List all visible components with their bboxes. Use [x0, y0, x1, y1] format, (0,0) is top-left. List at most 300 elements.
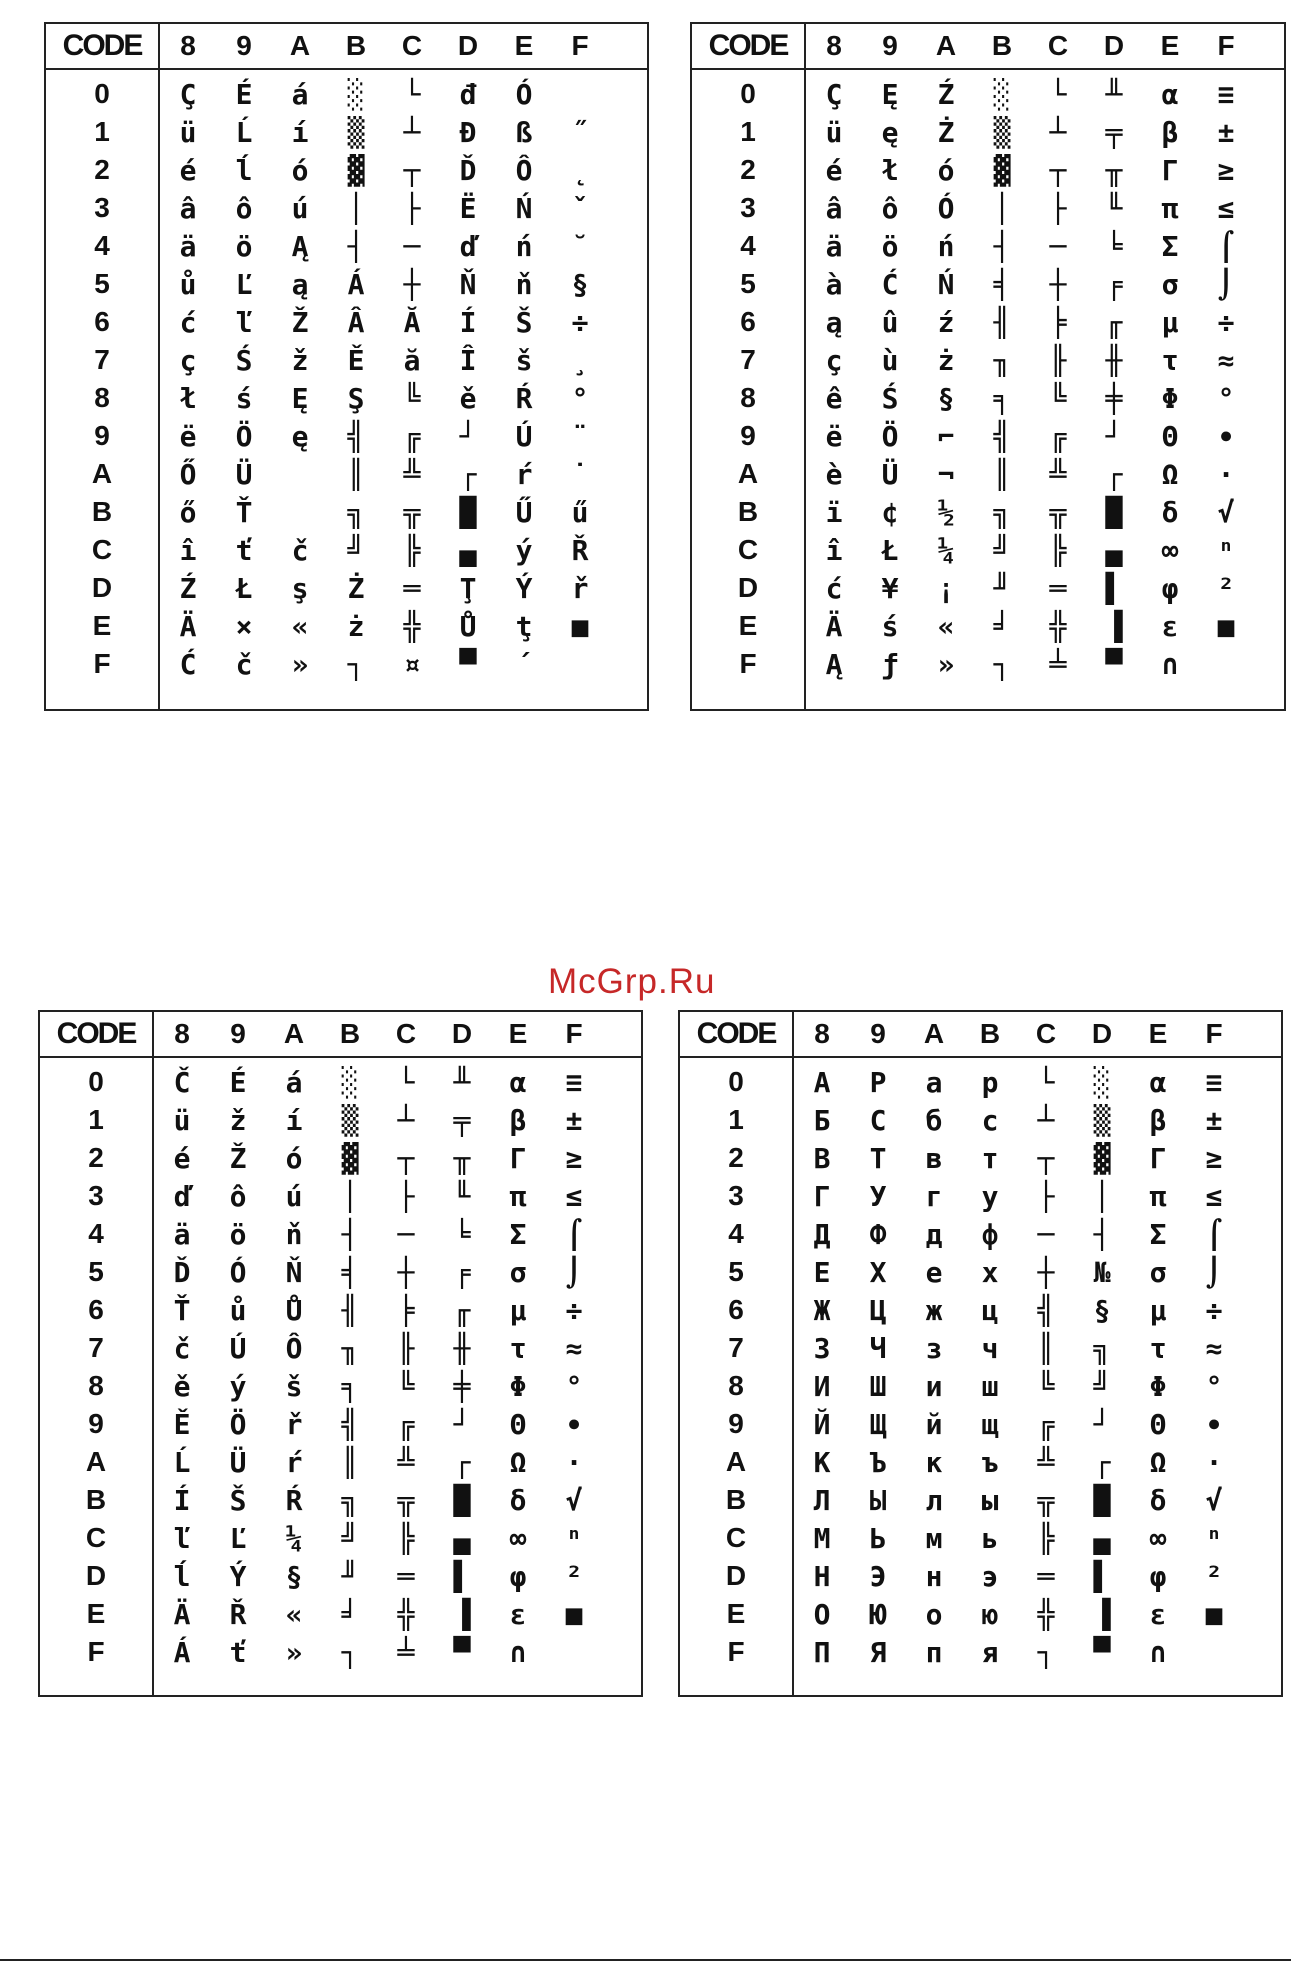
char-cell-A5: Ň	[285, 1255, 303, 1289]
char-cell-AA	[272, 456, 328, 492]
column-header-F: F	[1205, 1018, 1223, 1049]
char-cell-9A: Ъ	[869, 1445, 887, 1479]
column-header-A: A	[283, 1018, 305, 1049]
row-label-F: F	[93, 648, 111, 679]
char-cell-EF: ∩	[509, 1635, 527, 1669]
column-header-D: D	[451, 1018, 473, 1049]
row-label-B: B	[737, 496, 759, 527]
char-cell-B6: ╢	[341, 1293, 359, 1327]
row-label-A: A	[737, 458, 759, 489]
char-cell-9B: Ť	[235, 495, 253, 529]
column-header-D: D	[457, 30, 479, 61]
column-header-A: A	[289, 30, 311, 61]
char-cell-8B: Л	[813, 1483, 831, 1517]
char-cell-FE: ■	[571, 609, 589, 643]
char-cell-FB: √	[1205, 1483, 1223, 1517]
char-cell-A6: Ž	[291, 305, 309, 339]
code-header-label: CODE	[696, 1017, 776, 1050]
column-header-B: B	[991, 30, 1013, 61]
char-cell-F0: ≡	[565, 1065, 583, 1099]
char-cell-E1: β	[1161, 115, 1179, 149]
char-cell-B2: ▓	[341, 1141, 359, 1175]
char-cell-AE: «	[285, 1597, 303, 1631]
char-cell-EF: ∩	[1161, 647, 1179, 681]
char-cell-DB: █	[459, 495, 477, 529]
char-cell-F9: ∙	[1205, 1407, 1223, 1441]
char-cell-A2: ó	[291, 153, 309, 187]
row-label-1: 1	[94, 116, 110, 147]
char-cell-CD: ═	[397, 1559, 415, 1593]
char-cell-9E: ś	[881, 609, 899, 643]
char-cell-B8: ╕	[993, 381, 1011, 415]
char-cell-E6: µ	[1149, 1293, 1167, 1327]
char-cell-A1: í	[291, 115, 309, 149]
char-cell-F9: ∙	[1217, 419, 1235, 453]
char-cell-93: ô	[229, 1179, 247, 1213]
char-cell-F6: ÷	[1205, 1293, 1223, 1327]
char-cell-A3: Ó	[937, 191, 955, 225]
char-cell-98: ý	[229, 1369, 247, 1403]
char-cell-D6: Í	[459, 305, 477, 339]
char-cell-A8: и	[925, 1369, 943, 1403]
char-cell-9F: ƒ	[881, 647, 899, 681]
char-cell-AD: §	[285, 1559, 303, 1593]
char-cell-FE: ■	[1217, 609, 1235, 643]
char-cell-8C: î	[825, 533, 843, 567]
char-cell-96: Ц	[869, 1293, 887, 1327]
char-cell-AA: к	[925, 1445, 943, 1479]
column-header-8: 8	[814, 1018, 830, 1049]
char-cell-E4: ń	[515, 229, 533, 263]
char-cell-D1: ▒	[1093, 1103, 1111, 1137]
char-cell-A1: í	[285, 1103, 303, 1137]
char-cell-D2: Ď	[459, 153, 477, 187]
char-cell-D8: ╝	[1093, 1369, 1111, 1403]
char-cell-DC: ▄	[453, 1521, 471, 1555]
char-cell-B0: ░	[993, 77, 1011, 111]
char-cell-A5: ą	[291, 267, 309, 301]
column-header-B: B	[339, 1018, 361, 1049]
row-label-E: E	[738, 610, 758, 641]
char-cell-B7: Ě	[347, 343, 365, 377]
char-cell-C7: ║	[1037, 1331, 1055, 1365]
char-cell-DC: ▄	[1105, 533, 1123, 567]
char-cell-8B: Í	[173, 1483, 191, 1517]
row-label-D: D	[91, 572, 113, 603]
char-cell-87: ç	[825, 343, 843, 377]
char-cell-B1: ▒	[341, 1103, 359, 1137]
char-cell-C5: ┼	[1037, 1255, 1055, 1289]
char-cell-84: ä	[173, 1217, 191, 1251]
char-cell-F5: ⌡	[1205, 1255, 1223, 1289]
char-cell-F1: ±	[1217, 115, 1235, 149]
char-cell-DE: Ů	[459, 609, 477, 643]
row-label-D: D	[725, 1560, 747, 1591]
char-cell-8E: О	[813, 1597, 831, 1631]
column-header-D: D	[1091, 1018, 1113, 1049]
code-table-bottom-right	[678, 1010, 1283, 1697]
char-cell-FD: ²	[1217, 571, 1235, 605]
char-cell-E4: Σ	[1161, 229, 1179, 263]
char-cell-DA: ┌	[459, 457, 477, 491]
char-cell-B9: щ	[981, 1407, 999, 1441]
char-cell-BC: ╝	[993, 533, 1011, 567]
char-cell-C6: ╣	[1037, 1293, 1055, 1327]
char-cell-D4: ┤	[1093, 1217, 1111, 1251]
char-cell-95: Х	[869, 1255, 887, 1289]
char-cell-91: ę	[881, 115, 899, 149]
char-cell-DC: ▄	[1093, 1521, 1111, 1555]
char-cell-E6: µ	[1161, 305, 1179, 339]
row-label-E: E	[726, 1598, 746, 1629]
row-label-0: 0	[728, 1066, 744, 1097]
char-cell-D2: ╥	[453, 1141, 471, 1175]
char-cell-FC: ⁿ	[1217, 533, 1235, 567]
char-cell-A8: Ę	[291, 381, 309, 415]
char-cell-E3: π	[509, 1179, 527, 1213]
code-table-top-right	[690, 22, 1286, 711]
char-cell-CF: ┐	[1037, 1635, 1055, 1669]
char-cell-B5: Á	[347, 267, 365, 301]
row-label-4: 4	[94, 230, 110, 261]
char-cell-83: Г	[813, 1179, 831, 1213]
char-cell-84: ä	[825, 229, 843, 263]
char-cell-A2: в	[925, 1141, 943, 1175]
char-cell-88: И	[813, 1369, 831, 1403]
char-cell-BC: ╝	[347, 533, 365, 567]
row-label-C: C	[85, 1522, 107, 1553]
row-label-6: 6	[728, 1294, 744, 1325]
char-cell-DA: ┌	[1105, 457, 1123, 491]
char-cell-FA: ˙	[571, 457, 589, 491]
char-cell-EB: δ	[1161, 495, 1179, 529]
char-cell-B8: ш	[981, 1369, 999, 1403]
char-cell-A3: г	[925, 1179, 943, 1213]
char-cell-85: ů	[179, 267, 197, 301]
char-cell-C4: ─	[403, 229, 421, 263]
char-cell-E7: τ	[1161, 343, 1179, 377]
char-cell-E1: β	[509, 1103, 527, 1137]
char-cell-88: ê	[825, 381, 843, 415]
row-label-1: 1	[728, 1104, 744, 1135]
column-header-A: A	[923, 1018, 945, 1049]
char-cell-D0: ░	[1093, 1065, 1111, 1099]
char-cell-D5: №	[1093, 1255, 1111, 1289]
char-cell-8D: ĺ	[173, 1559, 191, 1593]
char-cell-FB: √	[565, 1483, 583, 1517]
char-cell-C6: ╞	[397, 1293, 415, 1327]
char-cell-A4: Ą	[291, 229, 309, 263]
char-cell-9C: Ь	[869, 1521, 887, 1555]
row-label-8: 8	[740, 382, 756, 413]
char-cell-8C: î	[179, 533, 197, 567]
char-cell-C9: ╔	[1049, 419, 1067, 453]
char-cell-84: ä	[179, 229, 197, 263]
char-cell-86: ą	[825, 305, 843, 339]
char-cell-C1: ┴	[397, 1103, 415, 1137]
char-cell-AC: ¼	[937, 533, 955, 567]
char-cell-FC: ⁿ	[1205, 1521, 1223, 1555]
char-cell-D7: ╫	[1105, 343, 1123, 377]
row-label-B: B	[85, 1484, 107, 1515]
char-cell-E7: š	[515, 343, 533, 377]
char-cell-E2: Ô	[515, 153, 533, 187]
char-cell-AA: ŕ	[285, 1445, 303, 1479]
char-cell-8F: Á	[173, 1635, 191, 1669]
char-cell-C3: ├	[1049, 191, 1067, 225]
char-cell-A1: Ż	[937, 115, 955, 149]
char-cell-B0: р	[981, 1065, 999, 1099]
row-label-7: 7	[740, 344, 756, 375]
char-cell-C7: ╟	[1049, 343, 1067, 377]
char-cell-D8: ╪	[453, 1369, 471, 1403]
char-cell-87: З	[813, 1331, 831, 1365]
row-label-4: 4	[88, 1218, 104, 1249]
char-cell-A0: á	[291, 77, 309, 111]
char-cell-F7: ¸	[571, 343, 589, 377]
char-cell-92: ł	[881, 153, 899, 187]
column-header-8: 8	[174, 1018, 190, 1049]
row-label-9: 9	[728, 1408, 744, 1439]
char-cell-D9: ┘	[453, 1407, 471, 1441]
char-cell-C2: ┬	[403, 153, 421, 187]
char-cell-A3: ú	[285, 1179, 303, 1213]
char-cell-C1: ┴	[403, 115, 421, 149]
char-cell-ED: φ	[509, 1559, 527, 1593]
char-cell-D2: ╥	[1105, 153, 1123, 187]
char-cell-AD: ş	[291, 571, 309, 605]
row-label-4: 4	[728, 1218, 744, 1249]
char-cell-E0: Ó	[515, 77, 533, 111]
char-cell-83: â	[825, 191, 843, 225]
char-cell-C3: ├	[403, 191, 421, 225]
char-cell-B5: х	[981, 1255, 999, 1289]
char-cell-CD: ═	[1049, 571, 1067, 605]
char-cell-ED: φ	[1149, 1559, 1167, 1593]
char-cell-B9: ╣	[347, 419, 365, 453]
char-cell-E1: ß	[515, 115, 533, 149]
char-cell-B8: ╕	[341, 1369, 359, 1403]
char-cell-B1: ▒	[993, 115, 1011, 149]
char-cell-DF: ▀	[1105, 647, 1123, 681]
char-cell-A8: §	[937, 381, 955, 415]
bottom-divider	[0, 1959, 1291, 1961]
char-cell-E0: α	[509, 1065, 527, 1099]
char-cell-E7: τ	[1149, 1331, 1167, 1365]
char-cell-95: Ć	[881, 267, 899, 301]
row-label-8: 8	[88, 1370, 104, 1401]
char-cell-F4: ⌠	[1217, 229, 1235, 263]
char-cell-88: ł	[179, 381, 197, 415]
char-cell-90: Р	[869, 1065, 887, 1099]
row-label-6: 6	[88, 1294, 104, 1325]
char-cell-81: Б	[813, 1103, 831, 1137]
char-cell-F2: ≥	[565, 1141, 583, 1175]
char-cell-CD: ═	[403, 571, 421, 605]
column-header-D: D	[1103, 30, 1125, 61]
char-cell-E4: Σ	[509, 1217, 527, 1251]
char-cell-CD: ═	[1037, 1559, 1055, 1593]
char-cell-9C: Ł	[881, 533, 899, 567]
char-cell-AB	[272, 494, 328, 530]
char-cell-E6: µ	[509, 1293, 527, 1327]
char-cell-B1: ▒	[347, 115, 365, 149]
char-cell-9E: Ř	[229, 1597, 247, 1631]
char-cell-F4: ˘	[571, 229, 589, 263]
row-label-7: 7	[728, 1332, 744, 1363]
char-cell-AC: ¼	[285, 1521, 303, 1555]
char-cell-97: Ú	[229, 1331, 247, 1365]
char-cell-DD: ▌	[1093, 1559, 1111, 1593]
column-header-F: F	[571, 30, 589, 61]
char-cell-AA: ¬	[937, 457, 955, 491]
char-cell-93: ô	[881, 191, 899, 225]
row-label-1: 1	[740, 116, 756, 147]
char-cell-FC: Ř	[571, 533, 589, 567]
row-label-B: B	[725, 1484, 747, 1515]
char-cell-B9: ╣	[341, 1407, 359, 1441]
row-label-8: 8	[728, 1370, 744, 1401]
char-cell-E5: σ	[1149, 1255, 1167, 1289]
char-cell-B4: ┤	[347, 229, 365, 263]
char-cell-97: Ч	[869, 1331, 887, 1365]
char-cell-F5: ⌡	[565, 1255, 583, 1289]
char-cell-E9: Θ	[1161, 419, 1179, 453]
char-cell-86: Ť	[173, 1293, 191, 1327]
char-cell-9E: ×	[235, 609, 253, 643]
char-cell-F3: ≤	[1217, 191, 1235, 225]
row-label-A: A	[85, 1446, 107, 1477]
column-header-E: E	[1160, 30, 1180, 61]
char-cell-D7: Î	[459, 343, 477, 377]
char-cell-89: ë	[179, 419, 197, 453]
char-cell-CC: ╠	[1037, 1521, 1055, 1555]
char-cell-DF: ▀	[459, 647, 477, 681]
watermark-text: McGrp.Ru	[548, 962, 716, 1001]
char-cell-B4: ф	[981, 1217, 999, 1251]
char-cell-84: Д	[813, 1217, 831, 1251]
char-cell-E6: Š	[515, 305, 533, 339]
char-cell-FB: ű	[571, 495, 589, 529]
char-cell-AE: «	[291, 609, 309, 643]
row-label-2: 2	[94, 154, 110, 185]
char-cell-E0: α	[1149, 1065, 1167, 1099]
char-cell-DA: ┌	[453, 1445, 471, 1479]
char-cell-E8: Φ	[1149, 1369, 1167, 1403]
char-cell-E9: Ú	[515, 419, 533, 453]
char-cell-90: É	[229, 1065, 247, 1099]
column-header-E: E	[1148, 1018, 1168, 1049]
row-label-1: 1	[88, 1104, 104, 1135]
char-cell-C3: ├	[397, 1179, 415, 1213]
char-cell-80: Ç	[825, 77, 843, 111]
char-cell-CC: ╠	[1049, 533, 1067, 567]
char-cell-86: Ж	[813, 1293, 831, 1327]
char-cell-8D: Н	[813, 1559, 831, 1593]
code-header-label: CODE	[62, 29, 142, 62]
char-cell-DC: ▄	[459, 533, 477, 567]
char-cell-B0: ░	[347, 77, 365, 111]
char-cell-B8: Ş	[347, 381, 365, 415]
char-cell-A7: ž	[291, 343, 309, 377]
char-cell-B9: ╣	[993, 419, 1011, 453]
char-cell-B6: ╢	[993, 305, 1011, 339]
char-cell-DF: ▀	[1093, 1635, 1111, 1669]
column-header-9: 9	[236, 30, 252, 61]
char-cell-B4: ┤	[993, 229, 1011, 263]
char-cell-9A: Ü	[881, 457, 899, 491]
char-cell-A2: ó	[285, 1141, 303, 1175]
char-cell-9C: Ľ	[229, 1521, 247, 1555]
char-cell-F5: §	[571, 267, 589, 301]
char-cell-A4: ň	[285, 1217, 303, 1251]
char-cell-D0: ╨	[1105, 77, 1123, 111]
char-cell-E8: Ŕ	[515, 381, 533, 415]
char-cell-B6: ц	[981, 1293, 999, 1327]
char-cell-E9: Θ	[1149, 1407, 1167, 1441]
column-header-9: 9	[230, 1018, 246, 1049]
char-cell-87: č	[173, 1331, 191, 1365]
char-cell-E3: π	[1149, 1179, 1167, 1213]
char-cell-89: Ě	[173, 1407, 191, 1441]
char-cell-85: Е	[813, 1255, 831, 1289]
char-cell-D2: ▓	[1093, 1141, 1111, 1175]
char-cell-D1: Đ	[459, 115, 477, 149]
char-cell-CE: ╬	[397, 1597, 415, 1631]
char-cell-C0: └	[403, 77, 421, 111]
char-cell-D3: │	[1093, 1179, 1111, 1213]
char-cell-BD: ╜	[341, 1559, 359, 1593]
char-cell-97: Ś	[235, 343, 253, 377]
char-cell-AB: Ŕ	[285, 1483, 303, 1517]
char-cell-D6: ╓	[1105, 305, 1123, 339]
char-cell-BD: э	[981, 1559, 999, 1593]
char-cell-B3: у	[981, 1179, 999, 1213]
char-cell-8B: ï	[825, 495, 843, 529]
char-cell-C8: ╚	[1049, 381, 1067, 415]
char-cell-9D: Ł	[235, 571, 253, 605]
row-label-0: 0	[740, 78, 756, 109]
char-cell-DE: ▐	[453, 1597, 471, 1631]
char-cell-E3: Ń	[515, 191, 533, 225]
char-cell-B7: ╖	[341, 1331, 359, 1365]
char-cell-AF: п	[925, 1635, 943, 1669]
char-cell-CE: ╬	[1049, 609, 1067, 643]
char-cell-D8: ě	[459, 381, 477, 415]
char-cell-C1: ┴	[1037, 1103, 1055, 1137]
char-cell-93: ô	[235, 191, 253, 225]
char-cell-D5: Ň	[459, 267, 477, 301]
char-cell-9D: Ý	[229, 1559, 247, 1593]
char-cell-D5: ╒	[1105, 267, 1123, 301]
char-cell-A9: й	[925, 1407, 943, 1441]
column-header-9: 9	[882, 30, 898, 61]
char-cell-96: ľ	[235, 305, 253, 339]
char-cell-A7: Ô	[285, 1331, 303, 1365]
char-cell-FD: ř	[571, 571, 589, 605]
char-cell-99: Ö	[229, 1407, 247, 1441]
row-label-A: A	[91, 458, 113, 489]
char-cell-C5: ┼	[1049, 267, 1067, 301]
char-cell-9F: Я	[869, 1635, 887, 1669]
char-cell-AE: о	[925, 1597, 943, 1631]
char-cell-F9: ∙	[565, 1407, 583, 1441]
row-label-2: 2	[728, 1142, 744, 1173]
char-cell-D9: ┘	[1093, 1407, 1111, 1441]
row-label-F: F	[727, 1636, 745, 1667]
char-cell-F0: ≡	[1205, 1065, 1223, 1099]
row-label-0: 0	[88, 1066, 104, 1097]
